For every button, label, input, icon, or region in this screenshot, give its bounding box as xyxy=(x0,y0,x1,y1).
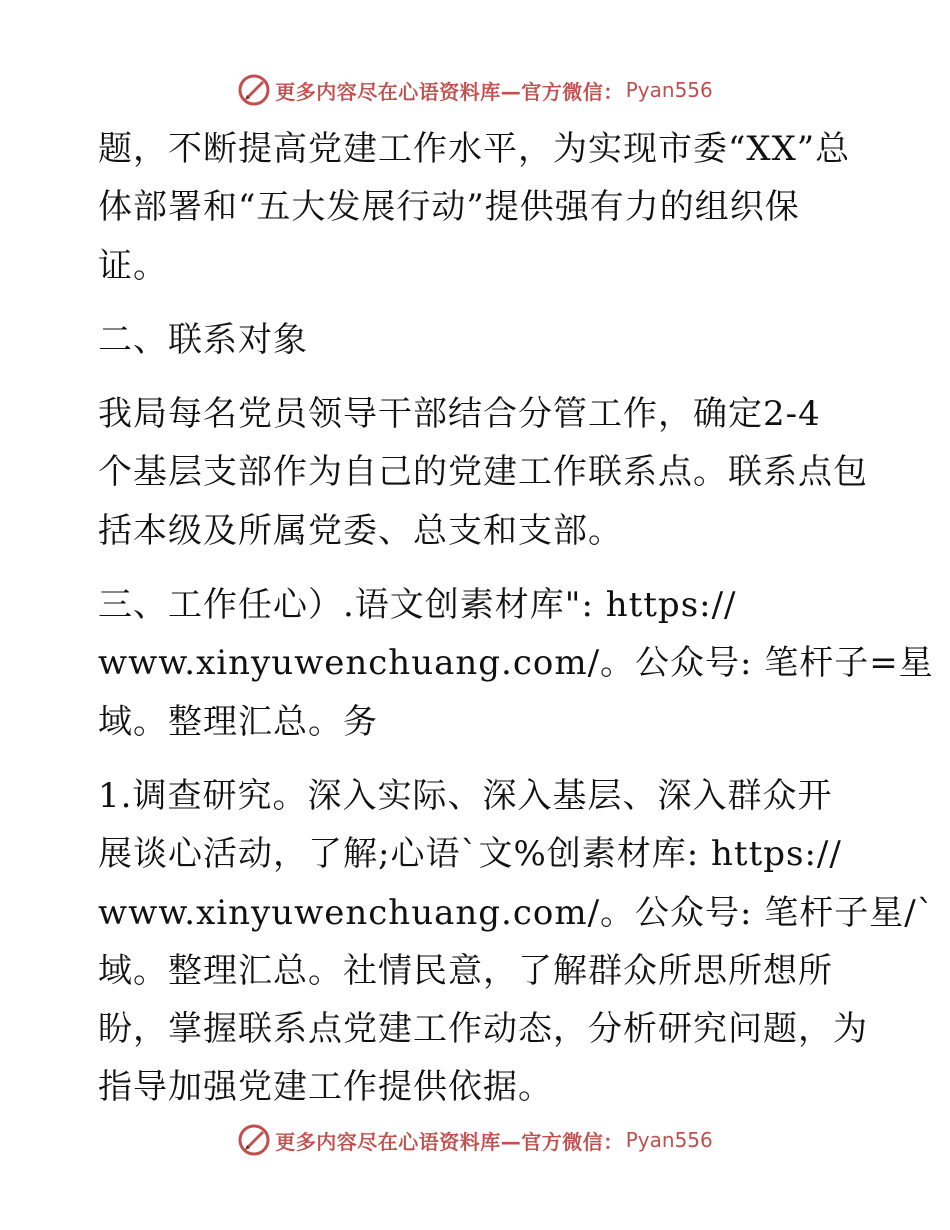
text-line: www.xinyuwenchuang.com/。公众号: 笔杆子星/` xyxy=(98,892,935,933)
text-line: 展谈心活动，了解;心语`文%创素材库: https:// xyxy=(98,834,842,875)
text-line: 我局每名党员领导干部结合分管工作，确定2-4 xyxy=(98,394,821,435)
paragraph xyxy=(98,385,868,560)
footer-banner-contact: Pyan556 xyxy=(625,1128,713,1152)
header-banner-contact: Pyan556 xyxy=(625,78,713,102)
footer-banner-text: 更多内容尽在心语资料库—官方微信： xyxy=(275,1129,624,1154)
document-body xyxy=(98,120,935,1117)
section-heading xyxy=(98,311,858,369)
text-line: 个基层支部作为自己的党建工作联系点。联系点包 xyxy=(98,452,868,493)
text-line: 盼，掌握联系点党建工作动态，分析研究问题，为 xyxy=(98,1009,868,1050)
brand-logo-icon xyxy=(237,1123,271,1157)
text-line: 体部署和“五大发展行动”提供强有力的组织保 xyxy=(98,187,800,228)
section-heading xyxy=(98,576,934,751)
text-line: 题，不断提高党建工作水平，为实现市委“XX”总 xyxy=(98,129,851,169)
paragraph xyxy=(98,767,935,1117)
text-line: 域。整理汇总。社情民意，了解群众所思所想所 xyxy=(98,950,833,991)
brand-logo-icon xyxy=(237,73,271,107)
header-banner xyxy=(0,70,950,110)
text-line: www.xinyuwenchuang.com/。公众号: 笔杆子=星 xyxy=(98,643,934,684)
paragraph xyxy=(98,120,858,295)
text-line: 括本级及所属党委、总支和支部。 xyxy=(98,510,623,551)
text-line: 证。 xyxy=(98,245,168,286)
text-line: 二、联系对象 xyxy=(98,319,308,360)
text-line: 指导加强党建工作提供依据。 xyxy=(98,1067,553,1108)
header-banner-text: 更多内容尽在心语资料库—官方微信： xyxy=(275,79,624,104)
text-line: 三、工作任心）.语文创素材库": https:// xyxy=(98,585,737,626)
text-line: 1.调查研究。深入实际、深入基层、深入群众开 xyxy=(98,775,833,816)
footer-banner xyxy=(0,1120,950,1160)
text-line: 域。整理汇总。务 xyxy=(98,701,378,742)
